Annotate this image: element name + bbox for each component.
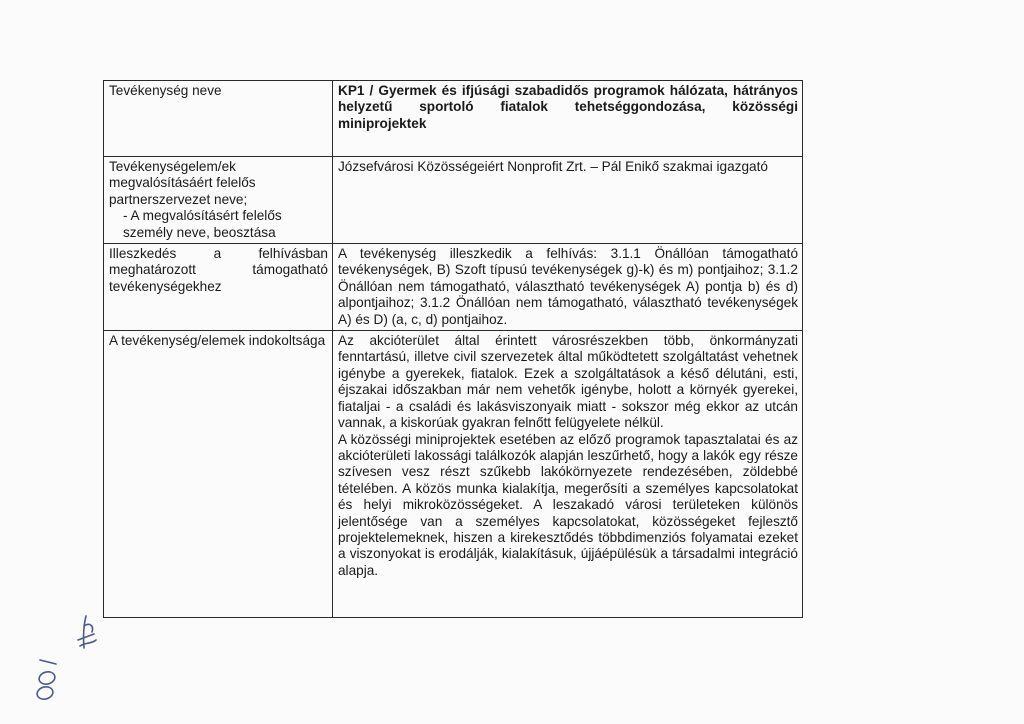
fit-value: A tevékenység illeszkedik a felhívás: 3.1.1 Önállóan támogatható tevékenységek, B) Szoft típusú tevékenységek g)-k) és m) pontjaihoz; 3.1.2 Önállóan nem támogatható, választható tevékenységek A) pontja b) és d) alpontjaihoz; 3.1.2 Önállóan nem támogatható, választható tevékenységek A) és D) (a, c, d) pontjaihoz. — [333, 244, 803, 331]
paragraph: Az akcióterület által érintett városrészekben több, önkormányzati fenntartású, illetve civil szervezetek által működtetett szolgáltatást vehetnek igénybe a gyerekek, fiatalok. Ezek a szolgáltatások a késő délutáni, esti, éjszakai időszakban már nem vehetők igénybe, holott a környék gyerekei, fiataljai - a családi és lakásviszonyaik miatt - sokszor még ekkor az utcán vannak, a kiskorúak gyakran felnőtt felügyelete nélkül. — [338, 333, 798, 431]
paragraph: A közösségi miniprojektek esetében az előző programok tapasztalatai és az akcióterületi lakossági találkozók alapján leszűrhető, hogy a lakók egy része szívesen vesz részt szűkebb lakókörnyezete rendezésében, zöldebbé tételében. A közös munka kialakítja, megerősíti a személyes kapcsolatokat és helyi mikroközösségeket. A leszakadó városi területeken különös jelentősége van a személyes kapcsolatokat, közösségeket fejlesztő projektelemeknek, hiszen a kirekesztődés többdimenziós folyamatai ezeket a viszonyokat is erodálják, kialakításuk, újjáépülésük a társadalmi integráció alapja. — [338, 431, 798, 578]
row-label: A tevékenység/elemek indokoltsága — [104, 331, 333, 618]
table-row — [104, 244, 803, 331]
responsible-partner-label: Tevékenységelem/ek megvalósításáért felelős partnerszervezet neve; — [109, 159, 256, 207]
responsible-person-label: - A megvalósításért felelős személy neve, beosztása — [123, 208, 282, 240]
justification-value — [333, 331, 803, 618]
row-label — [104, 157, 333, 244]
activity-table — [103, 80, 803, 618]
table-row — [104, 157, 803, 244]
responsible-value: Józsefvárosi Közösségeiért Nonprofit Zrt. – Pál Enikő szakmai igazgató — [333, 157, 803, 244]
row-label: Illeszkedés a felhívásban meghatározott támogatható tevékenységekhez — [104, 244, 333, 331]
activity-name-value: KP1 / Gyermek és ifjúsági szabadidős programok hálózata, hátrányos helyzetű sportoló fiatalok tehetséggondozása, közösségi miniprojektek — [333, 81, 803, 157]
table-row — [104, 331, 803, 618]
row-label: Tevékenység neve — [104, 81, 333, 157]
table-row — [104, 81, 803, 157]
handwritten-signature — [28, 596, 108, 706]
